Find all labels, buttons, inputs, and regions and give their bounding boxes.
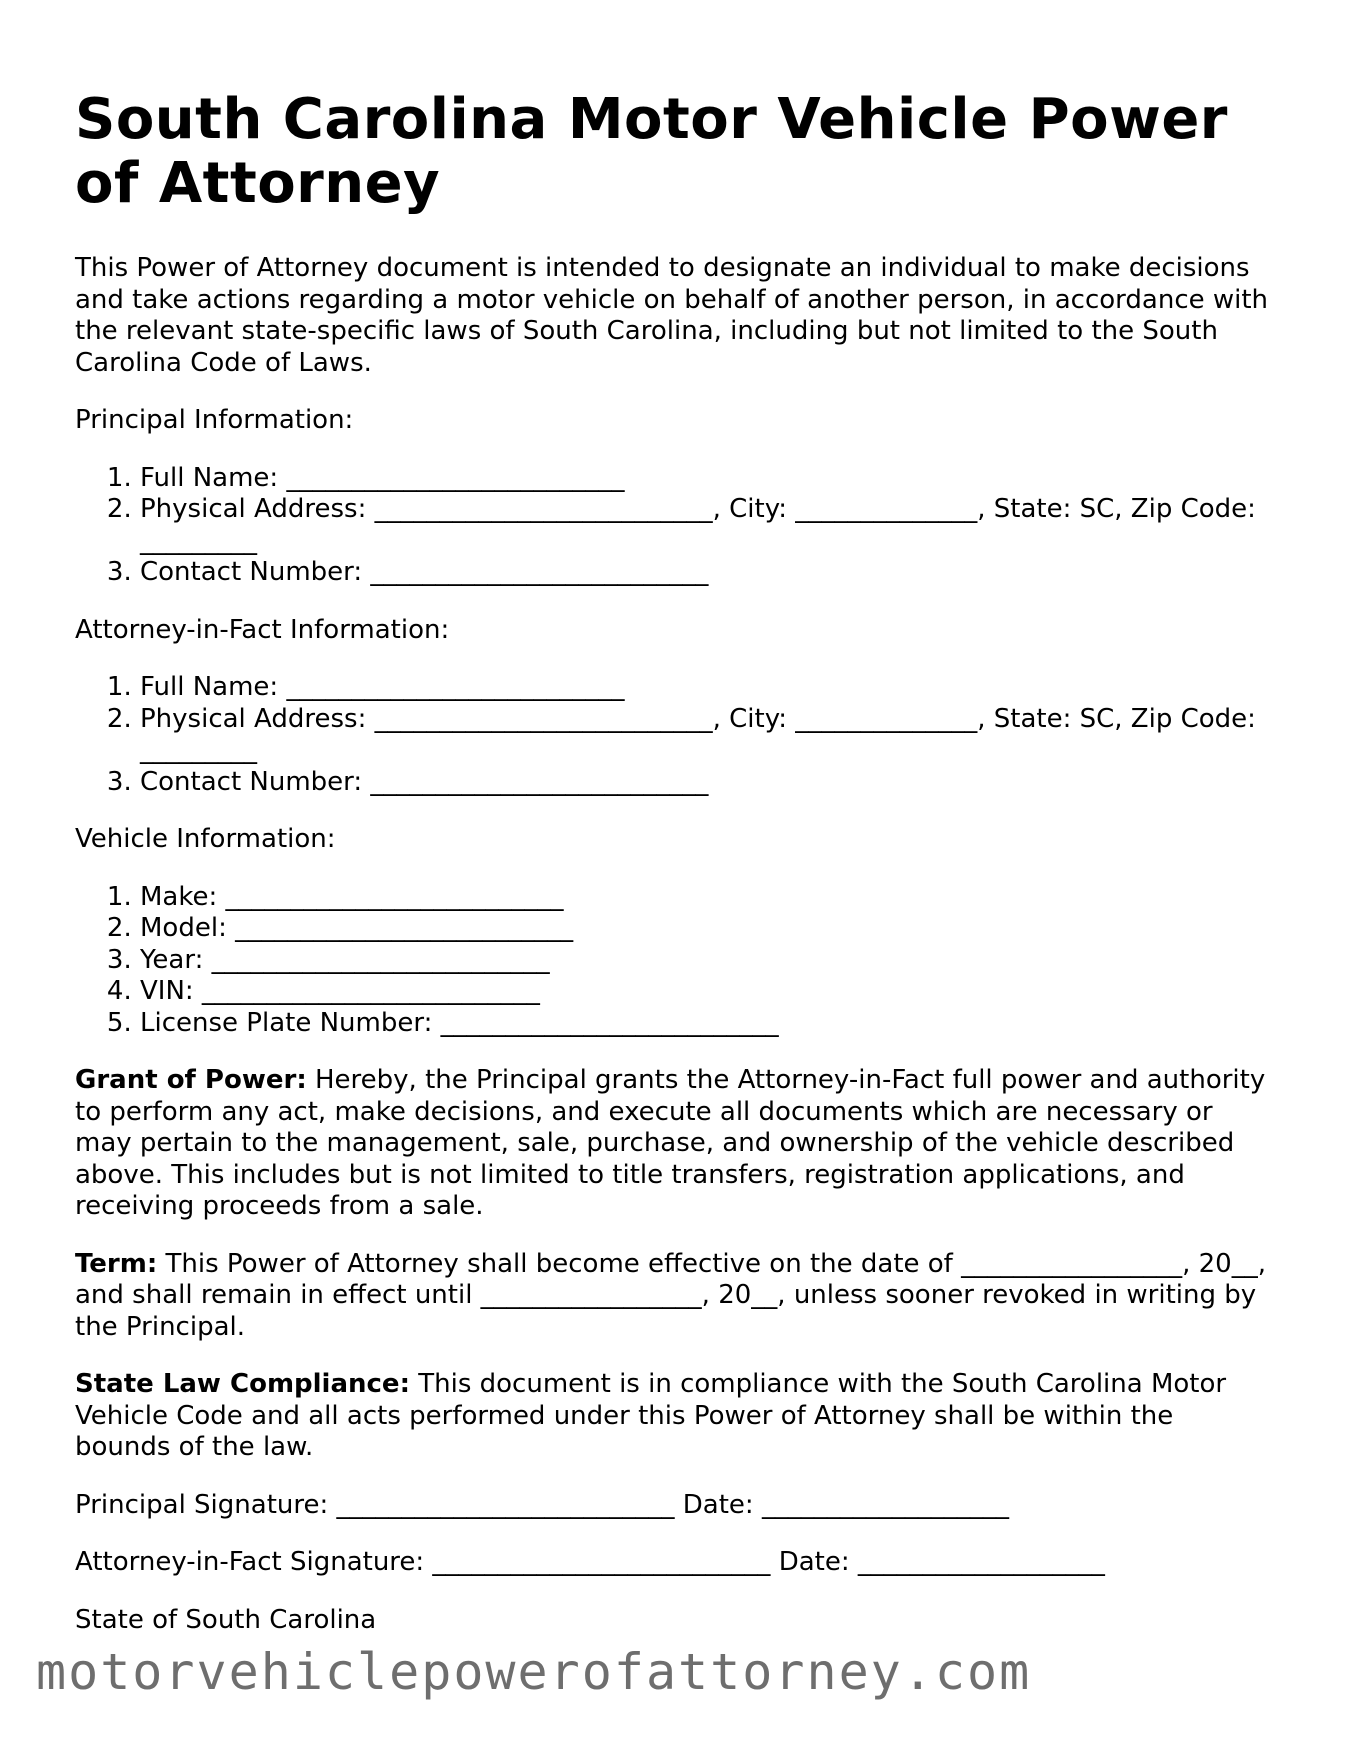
vehicle-plate: 5. License Plate Number: __________________________ [140,1008,1275,1040]
principal-address: 2. Physical Address: __________________________, City: ______________, State: SC, Zip Code: _________ [140,494,1275,557]
document [75,88,1275,1636]
term-text: This Power of Attorney shall become effective on the date of _________________, 20__, and shall remain in effect until _________________, 20__, unless sooner revoked in writing by the Principal. [75,1248,1266,1342]
principal-list [75,463,1275,589]
grant-label: Grant of Power: [75,1065,307,1095]
principal-signature-line: Principal Signature: __________________________ Date: ___________________ [75,1489,1009,1520]
term-paragraph [75,1249,1275,1344]
principal-full-name: 1. Full Name: __________________________ [140,463,1275,495]
compliance-label: State Law Compliance: [75,1369,410,1399]
attorney-signature-line: Attorney-in-Fact Signature: __________________________ Date: ___________________ [75,1547,1105,1577]
vehicle-year: 3. Year: __________________________ [140,945,1275,977]
watermark: motorvehiclepowerofattorney.com [36,1643,1032,1701]
attorney-contact: 3. Contact Number: __________________________ [140,767,1275,799]
term-label: Term: [75,1248,158,1279]
state-line: State of South Carolina [75,1604,377,1635]
grant-text: Hereby, the Principal grants the Attorney-in-Fact full power and authority to perform any act, make decisions, and execute all documents which are necessary or may pertain to the management, sale, purchase, and ownership of the vehicle described above. This includes but is not limited to title transfers, registration applications, and receiving proceeds from a sale. [75,1065,1266,1221]
attorney-full-name: 1. Full Name: __________________________ [140,672,1275,704]
page-title: South Carolina Motor Vehicle Power of Attorney [75,87,1228,216]
grant-paragraph [75,1065,1275,1223]
attorney-heading: Attorney-in-Fact Information: [75,614,450,645]
vehicle-vin: 4. VIN: __________________________ [140,976,1275,1008]
principal-heading: Principal Information: [75,405,354,435]
compliance-text: This document is in compliance with the South Carolina Motor Vehicle Code and all acts performed under this Power of Attorney shall be within the bounds of the law. [75,1369,1227,1462]
vehicle-model: 2. Model: __________________________ [140,913,1275,945]
compliance-paragraph [75,1369,1275,1464]
intro-paragraph: This Power of Attorney document is intended to designate an individual to make decisions and take actions regarding a motor vehicle on behalf of another person, in accordance with the relevant state-specific laws of South Carolina, including but not limited to the South Carolina Code of Laws. [75,253,1269,378]
vehicle-make: 1. Make: __________________________ [140,882,1275,914]
principal-contact: 3. Contact Number: __________________________ [140,557,1275,589]
vehicle-list [75,882,1275,1040]
vehicle-heading: Vehicle Information: [75,824,336,854]
attorney-list [75,672,1275,798]
attorney-address: 2. Physical Address: __________________________, City: ______________, State: SC, Zip Code: _________ [140,704,1275,767]
